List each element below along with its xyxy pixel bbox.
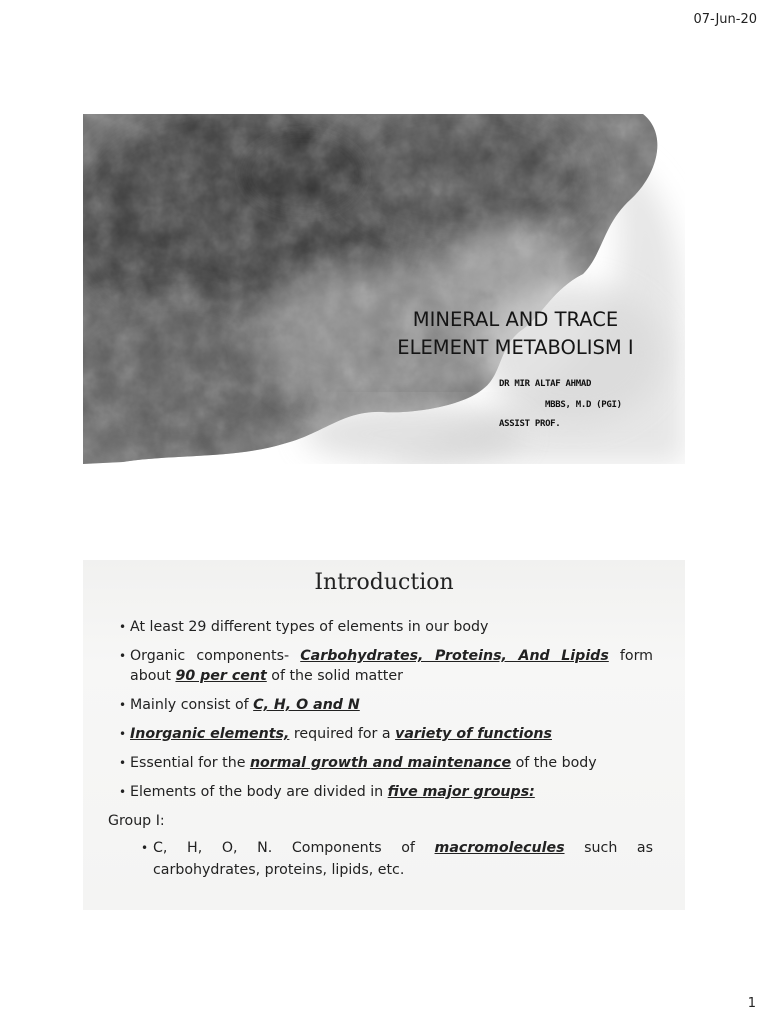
watercolor-background [83,114,685,464]
bullet-list [108,617,654,881]
slide-title [383,306,648,362]
group-label: Group I: [108,813,165,829]
bullet-item: • Inorganic elements, required for a variety of functions [119,724,653,744]
author-position: ASSIST PROF. [499,419,561,429]
bullet-item: • At least 29 different types of elements in our body [119,617,653,637]
slide-title: Introduction [314,570,454,595]
title-line-1: MINERAL AND TRACE [412,308,619,331]
title-slide [83,114,685,464]
author-name: DR MIR ALTAF AHMAD [499,379,592,389]
bullet-item: • Essential for the normal growth and maintenance of the body [119,753,653,773]
bullet-item: • Organic components- Carbohydrates, Proteins, And Lipids form about 90 per cent of the solid matter [119,646,653,686]
page-number: 1 [747,996,756,1011]
author-degree: MBBS, M.D (PGI) [545,400,622,410]
bullet-item: • Mainly consist of C, H, O and N [119,695,653,715]
title-line-2: ELEMENT METABOLISM I [397,336,634,359]
sub-bullet-item: • C, H, O, N. Components of macromolecules such as carbohydrates, proteins, lipids, etc. [119,837,653,881]
bullet-item: • Elements of the body are divided in five major groups: [119,782,653,802]
header-date: 07-Jun-20 [693,12,757,27]
introduction-slide [83,560,685,910]
